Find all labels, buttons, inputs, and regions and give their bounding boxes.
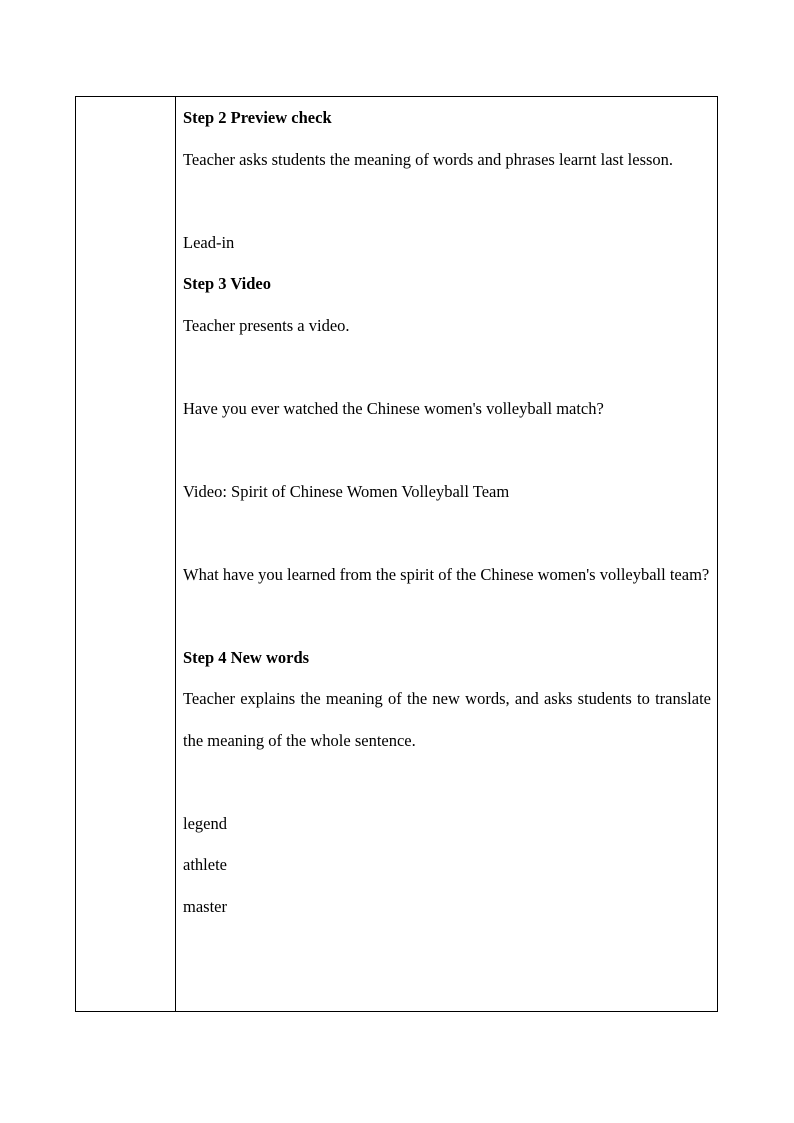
spacer <box>183 180 711 222</box>
table-left-cell <box>76 97 175 1011</box>
lead-in-label: Lead-in <box>183 232 235 252</box>
step3-question-2: What have you learned from the spirit of the Chinese women's volleyball team? <box>183 564 710 584</box>
spacer <box>183 595 711 637</box>
spacer <box>183 346 711 388</box>
step3-presents: Teacher presents a video. <box>183 315 350 335</box>
vocab-word: legend <box>183 813 227 833</box>
step2-heading: Step 2 Preview check <box>183 108 332 127</box>
column-divider <box>175 97 176 1011</box>
step4-heading: Step 4 New words <box>183 647 310 667</box>
lesson-table <box>75 96 718 1012</box>
step3-question-1: Have you ever watched the Chinese women's volleyball match? <box>183 398 604 418</box>
table-content-cell <box>183 97 711 1011</box>
step3-heading: Step 3 Video <box>183 274 272 293</box>
vocab-word: master <box>183 896 227 916</box>
step4-text: Teacher explains the meaning of the new words, and asks students to translate the meaning of the whole sentence. <box>183 689 711 750</box>
vocab-word: athlete <box>183 855 227 874</box>
spacer <box>183 512 711 554</box>
step2-text: Teacher asks students the meaning of words and phrases learnt last lesson. <box>183 149 674 169</box>
step3-video-title: Video: Spirit of Chinese Women Volleyball Team <box>183 481 510 501</box>
spacer <box>183 761 711 803</box>
spacer <box>183 429 711 471</box>
